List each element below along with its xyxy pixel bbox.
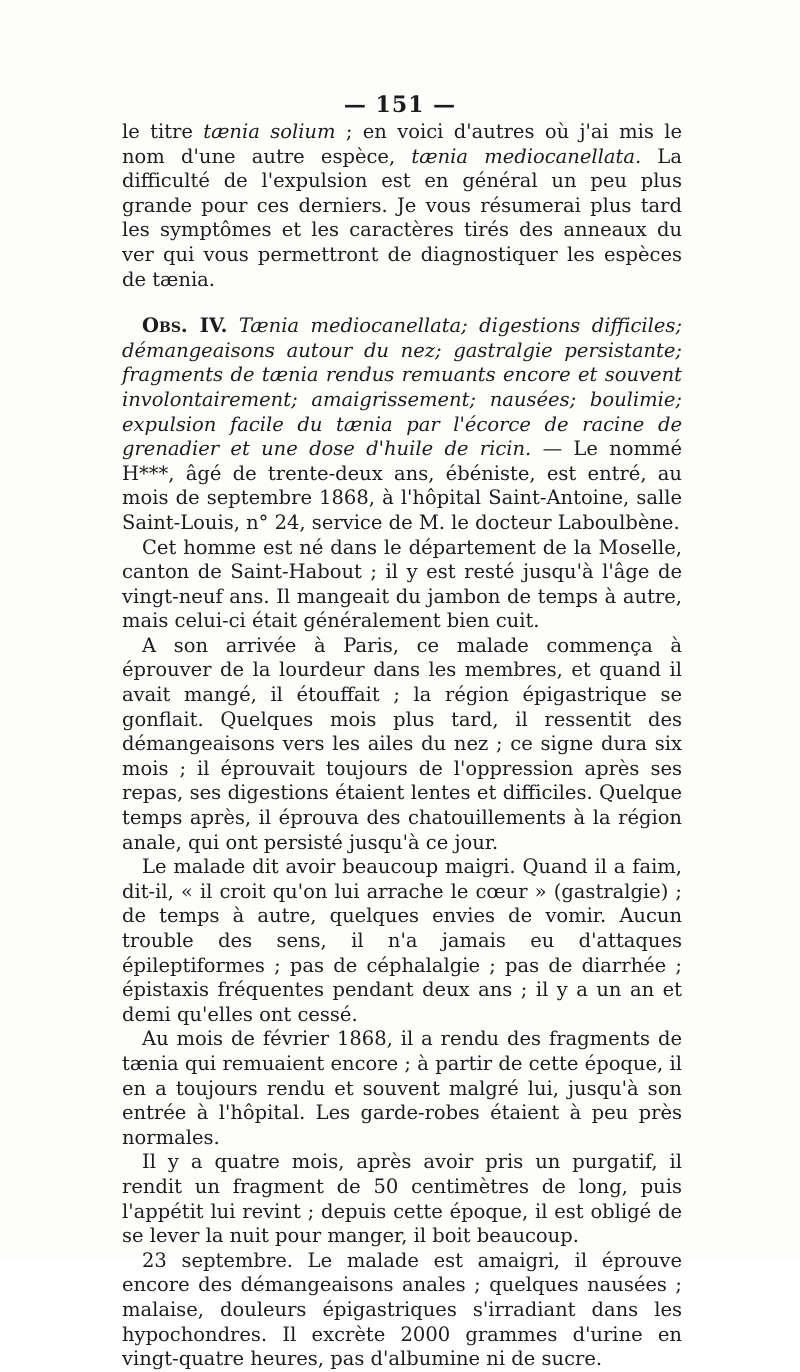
body-paragraph: Le malade dit avoir beaucoup maigri. Quand il a faim, dit-il, « il croit qu'on lui arrache le cœur » (gastralgie) ; de temps à autre, quelques envies de vomir. Aucun trouble des sens, il n'a jamais eu d'attaques épileptiformes ; pas de céphalalgie ; pas de diarrhée ; épistaxis fréquentes pendant deux ans ; il y a un an et demi qu'elles ont cessé. — [122, 855, 682, 1026]
observation-summary: Tænia mediocanellata; digestions difficiles; démangeaisons autour du nez; gastralgie persistante; fragments de tænia rendus remuants encore et souvent involontairement; amaigrissement; nausées; boulimie; expulsion facile du tænia par l'écorce de racine de grenadier et une dose d'huile de ricin. — [122, 314, 683, 461]
body-paragraph: Cet homme est né dans le département de la Moselle, canton de Saint-Habout ; il y est resté jusqu'à l'âge de vingt-neuf ans. Il mangeait du jambon de temps à autre, mais celui-ci était généralement bien cuit. — [122, 535, 682, 633]
intro-paragraph — [122, 120, 682, 292]
species-name-solium: tænia solium — [203, 120, 336, 143]
observation-heading — [122, 314, 682, 535]
page-body — [122, 120, 682, 1372]
intro-text-3: . La difficulté de l'expulsion est en général un peu plus grande pour ces derniers. Je vous résumerai plus tard les symptômes et les caractères tirés des anneaux du ver qui vous permettront de diagnostiquer les espèces de tænia. — [122, 144, 682, 291]
intro-text-2: ; en voici d'autres où j'ai mis le nom d'une autre espèce, — [122, 120, 682, 168]
species-name-mediocanellata: tænia mediocanellata — [411, 144, 635, 168]
section-gap — [122, 292, 682, 314]
intro-text-1: le titre — [122, 120, 204, 143]
page-number: — 151 — — [343, 92, 457, 118]
observation-label: Obs. IV. — [142, 314, 228, 338]
observation-intro: — Le nommé H***, âgé de trente-deux ans, ébéniste, est entré, au mois de septembre 1868, à l'hôpital Saint-Antoine, salle Saint-Louis, n° 24, service de M. le docteur Laboulbène. — [122, 437, 683, 534]
body-paragraph: A son arrivée à Paris, ce malade commença à éprouver de la lourdeur dans les membres, et quand il avait mangé, il étouffait ; la région épigastrique se gonflait. Quelques mois plus tard, il ressentit des démangeaisons vers les ailes du nez ; ce signe dura six mois ; il éprouvait toujours de l'oppression après ses repas, ses digestions étaient lentes et difficiles. Quelque temps après, il éprouva des chatouillements à la région anale, qui ont persisté jusqu'à ce jour. — [122, 633, 682, 854]
body-paragraph: Il y a quatre mois, après avoir pris un purgatif, il rendit un fragment de 50 centimètres de long, puis l'appétit lui revint ; depuis cette époque, il est obligé de se lever la nuit pour manger, il boit beaucoup. — [122, 1150, 682, 1248]
body-paragraph: 23 septembre. Le malade est amaigri, il éprouve encore des démangeaisons anales ; quelques nausées ; malaise, douleurs épigastriques s'irradiant dans les hypochondres. Il excrète 2000 grammes d'urine en vingt-quatre heures, pas d'albumine ni de sucre. — [122, 1248, 682, 1371]
body-paragraph: Au mois de février 1868, il a rendu des fragments de tænia qui remuaient encore ; à partir de cette époque, il en a toujours rendu et souvent malgré lui, jusqu'à son entrée à l'hôpital. Les garde-robes étaient à peu près normales. — [122, 1027, 682, 1149]
